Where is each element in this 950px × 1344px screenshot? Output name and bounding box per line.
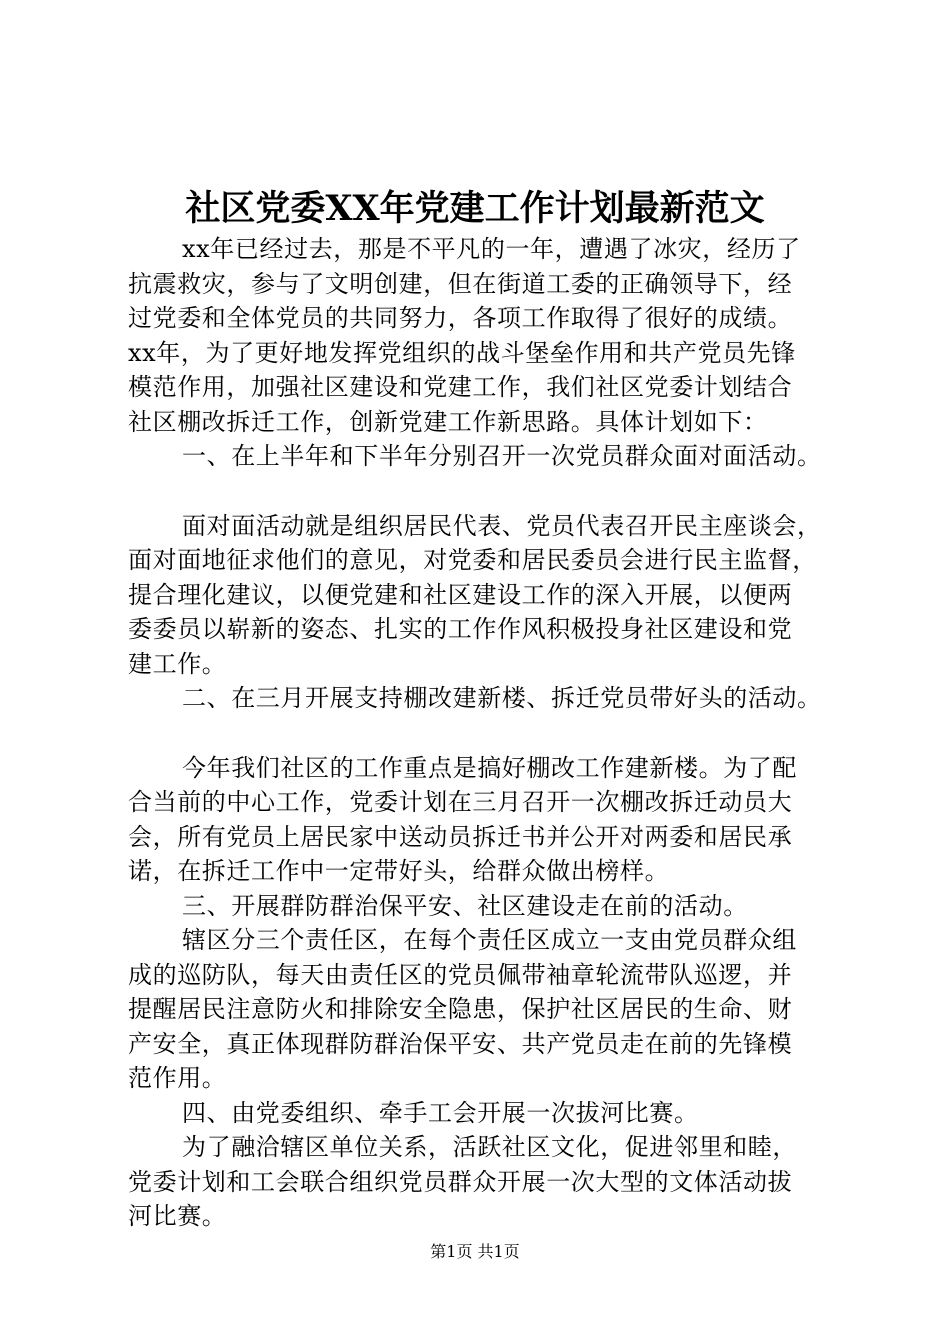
paragraph-line: 模范作用，加强社区建设和党建工作，我们社区党委计划结合 [128,373,793,401]
paragraph-line: 提合理化建议，以便党建和社区建设工作的深入开展，以便两 [128,581,793,609]
paragraph-line: 建工作。 [128,650,227,678]
paragraph-line: 河比赛。 [128,1202,227,1230]
paragraph-line: 社区棚改拆迁工作，创新党建工作新思路。具体计划如下： [128,408,768,436]
paragraph-line: 抗震救灾，参与了文明创建，但在街道工委的正确领导下，经 [128,270,793,298]
paragraph-line: 为了融洽辖区单位关系，活跃社区文化，促进邻里和睦， [182,1133,797,1161]
section-heading-3: 三、开展群防群治保平安、社区建设走在前的活动。 [182,892,748,920]
paragraph-line: 委委员以崭新的姿态、扎实的工作作风积极投身社区建设和党 [128,615,793,643]
paragraph-line: 面对面活动就是组织居民代表、党员代表召开民主座谈会， [182,512,822,540]
paragraph-line: 面对面地征求他们的意见，对党委和居民委员会进行民主监督， [128,546,817,574]
section-heading-4: 四、由党委组织、牵手工会开展一次拔河比赛。 [182,1099,699,1127]
paragraph-line: xx年已经过去，那是不平凡的一年，遭遇了冰灾，经历了 [182,235,801,263]
paragraph-line: 今年我们社区的工作重点是搞好棚改工作建新楼。为了配 [182,754,797,782]
section-heading-1: 一、在上半年和下半年分别召开一次党员群众面对面活动。 [182,442,822,470]
paragraph-line: 合当前的中心工作，党委计划在三月召开一次棚改拆迁动员大 [128,788,793,816]
document-title: 社区党委XX年党建工作计划最新范文 [185,188,765,229]
section-heading-2: 二、在三月开展支持棚改建新楼、拆迁党员带好头的活动。 [182,684,822,712]
paragraph-line: 提醒居民注意防火和排除安全隐患，保护社区居民的生命、财 [128,995,793,1023]
paragraph-line: 诺，在拆迁工作中一定带好头，给群众做出榜样。 [128,857,670,885]
paragraph-line: 范作用。 [128,1064,227,1092]
paragraph-line: 产安全，真正体现群防群治保平安、共产党员走在前的先锋模 [128,1030,793,1058]
paragraph-line: xx年，为了更好地发挥党组织的战斗堡垒作用和共产党员先锋 [128,339,796,367]
paragraph-line: 会，所有党员上居民家中送动员拆迁书并公开对两委和居民承 [128,823,793,851]
paragraph-line: 辖区分三个责任区，在每个责任区成立一支由党员群众组 [182,926,797,954]
page-footer: 第1页 共1页 [430,1242,520,1261]
paragraph-line: 成的巡防队，每天由责任区的党员佩带袖章轮流带队巡逻，并 [128,961,793,989]
paragraph-line: 党委计划和工会联合组织党员群众开展一次大型的文体活动拔 [128,1168,793,1196]
paragraph-line: 过党委和全体党员的共同努力，各项工作取得了很好的成绩。 [128,304,793,332]
